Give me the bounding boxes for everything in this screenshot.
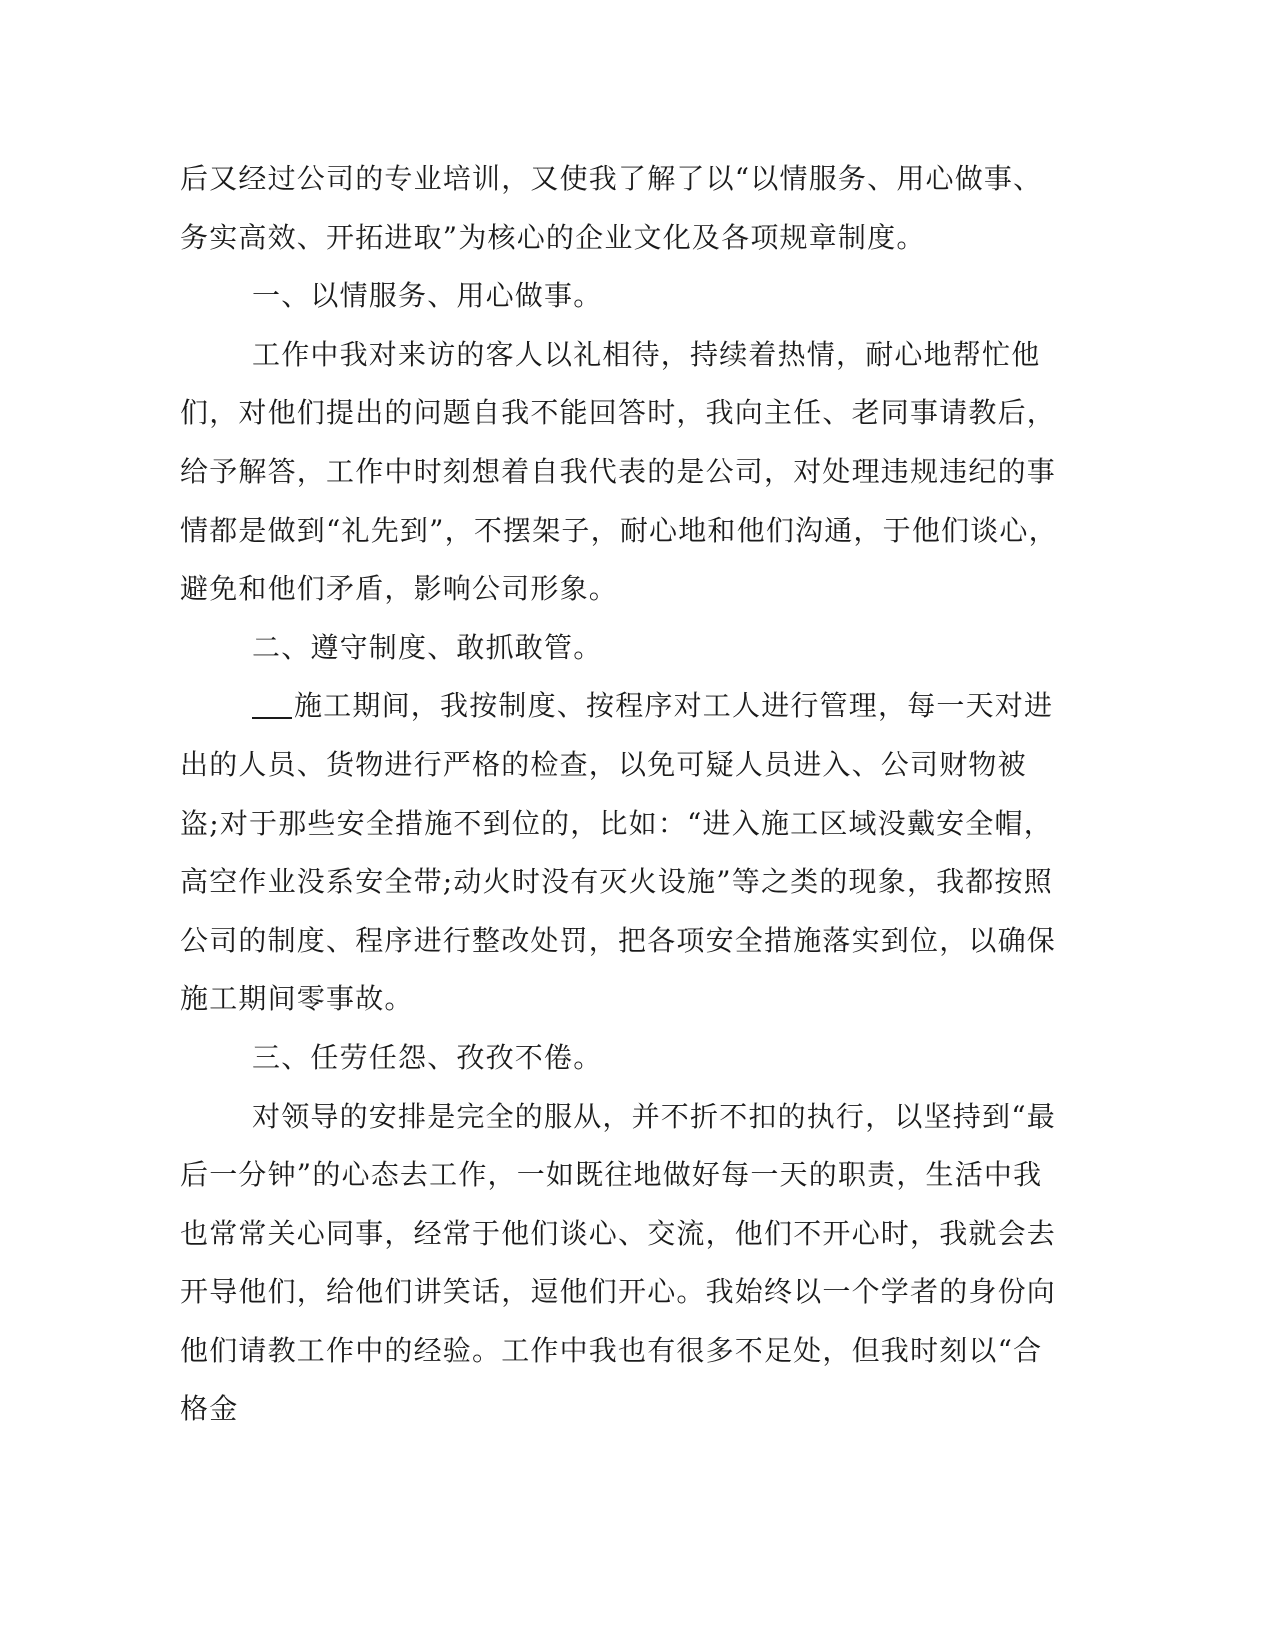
paragraph-2: [180, 677, 1060, 1029]
section-heading-1: 一、以情服务、用心做事。: [252, 279, 603, 313]
document-page: [180, 150, 1060, 1439]
paragraph-2-text: 施工期间，我按制度、按程序对工人进行管理，每一天对进出的人员、货物进行严格的检查，以免可疑人员进入、公司财物被盗;对于那些安全措施不到位的，比如：“进入施工区域没戴安全帽，高空作业没系安全带;动火时没有灭火设施”等之类的现象，我都按照公司的制度、程序进行整改处罚，把各项安全措施落实到位，以确保施工期间零事故。: [180, 689, 1057, 1016]
section-heading-3: 三、任劳任怨、孜孜不倦。: [252, 1040, 603, 1074]
section-heading-2: 二、遵守制度、敢抓敢管。: [252, 630, 603, 664]
paragraph-1: 工作中我对来访的客人以礼相待，持续着热情，耐心地帮忙他们，对他们提出的问题自我不能回答时，我向主任、老同事请教后，给予解答，工作中时刻想着自我代表的是公司，对处理违规违纪的事情都是做到“礼先到”，不摆架子，耐心地和他们沟通，于他们谈心，避免和他们矛盾，影响公司形象。: [180, 337, 1058, 606]
fill-in-blank: [252, 689, 292, 719]
paragraph-continuation: 后又经过公司的专业培训，又使我了解了以“以情服务、用心做事、务实高效、开拓进取”为核心的企业文化及各项规章制度。: [180, 162, 1043, 254]
paragraph-3: 对领导的安排是完全的服从，并不折不扣的执行，以坚持到“最后一分钟”的心态去工作，一如既往地做好每一天的职责，生活中我也常常关心同事，经常于他们谈心、交流，他们不开心时，我就会去开导他们，给他们讲笑话，逗他们开心。我始终以一个学者的身份向他们请教工作中的经验。工作中我也有很多不足处，但我时刻以“合格金: [180, 1099, 1057, 1426]
